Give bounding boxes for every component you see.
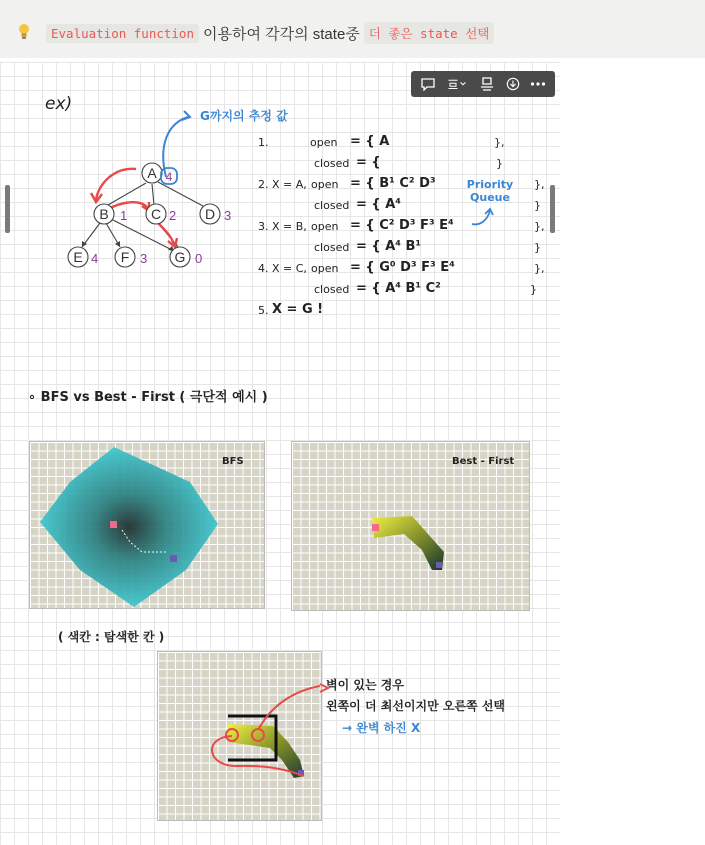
download-icon bbox=[505, 77, 521, 91]
trace-content: = { A⁴ B¹ C² bbox=[356, 281, 441, 296]
align-icon bbox=[447, 77, 459, 91]
graph-node-e bbox=[68, 247, 98, 267]
bfs-explored-region bbox=[30, 442, 266, 610]
callout-text: 이용하여 각각의 state중 bbox=[203, 25, 360, 43]
best-first-panel bbox=[291, 441, 530, 611]
svg-text:G: G bbox=[174, 249, 186, 265]
code-better-state: 더 좋은 state 선택 bbox=[364, 22, 495, 44]
trace-label: closed bbox=[314, 241, 350, 254]
graph-node-d bbox=[200, 204, 231, 224]
trace-content: = { C² D³ F³ E⁴ bbox=[350, 218, 454, 233]
trace-close: }, bbox=[534, 178, 545, 191]
svg-text:4: 4 bbox=[91, 251, 99, 266]
trace-num: 5. bbox=[258, 304, 269, 317]
graph-node-b bbox=[94, 204, 127, 224]
trace-close: }, bbox=[494, 136, 505, 149]
comment-button[interactable] bbox=[417, 75, 439, 93]
graph-node-g bbox=[170, 247, 202, 267]
svg-text:3: 3 bbox=[140, 251, 148, 266]
wall-panel bbox=[157, 651, 322, 821]
lightbulb-icon bbox=[17, 22, 31, 40]
trace-label: open bbox=[311, 178, 339, 191]
trace-close: } bbox=[530, 283, 537, 296]
trace-close: } bbox=[534, 199, 541, 212]
trace-content: = { A⁴ B¹ bbox=[356, 239, 422, 254]
annotation-estimate: G까지의 추정 값 bbox=[200, 109, 288, 123]
priority-queue-label: Priority Queue bbox=[466, 178, 514, 204]
svg-text:F: F bbox=[120, 249, 130, 265]
svg-text:4: 4 bbox=[165, 170, 173, 184]
trace-content: X = G ! bbox=[272, 302, 324, 317]
trace-label: open bbox=[310, 136, 338, 149]
trace-close: }, bbox=[534, 262, 545, 275]
trace-content: = { A⁴ bbox=[356, 197, 401, 212]
image-toolbar bbox=[411, 71, 555, 97]
trace-label: closed bbox=[314, 199, 350, 212]
svg-text:E: E bbox=[73, 249, 83, 265]
trace-label: open bbox=[311, 220, 339, 233]
comment-icon bbox=[420, 77, 436, 91]
graph-node-f bbox=[115, 247, 147, 267]
priority-arrow bbox=[470, 206, 494, 228]
svg-text:A: A bbox=[147, 165, 157, 181]
ex-label: ex) bbox=[45, 94, 73, 114]
callout-block bbox=[0, 0, 705, 58]
trace-label: closed bbox=[314, 157, 350, 170]
trace-label: closed bbox=[314, 283, 350, 296]
svg-text:C: C bbox=[150, 206, 162, 222]
trace-num: 3. X = B, bbox=[258, 220, 307, 233]
trace-num: 4. X = C, bbox=[258, 262, 307, 275]
bfs-panel bbox=[29, 441, 265, 609]
trace-num: 2. X = A, bbox=[258, 178, 307, 191]
trace-content: = { B¹ C² D³ bbox=[350, 176, 436, 191]
best-first-path bbox=[292, 442, 531, 612]
download-button[interactable] bbox=[502, 75, 524, 93]
trace-content: = { G⁰ D³ F³ E⁴ bbox=[350, 260, 455, 275]
svg-text:D: D bbox=[204, 206, 216, 222]
trace-label: open bbox=[311, 262, 339, 275]
wall-note-2: 왼쪽이 더 최선이지만 오른쪽 선택 bbox=[326, 699, 506, 713]
resize-handle-left[interactable] bbox=[5, 185, 10, 233]
comparison-heading: ∘ BFS vs Best - First ( 극단적 예시 ) bbox=[28, 390, 268, 405]
align-button[interactable] bbox=[442, 75, 472, 93]
chevron-down-icon bbox=[459, 77, 467, 91]
resize-handle-right[interactable] bbox=[550, 185, 555, 233]
best-first-label: Best - First bbox=[452, 456, 515, 467]
layout-button[interactable] bbox=[476, 75, 498, 93]
code-evaluation-function: Evaluation function bbox=[46, 24, 199, 43]
svg-text:B: B bbox=[99, 206, 109, 222]
wall-note-1: 벽이 있는 경우 bbox=[326, 678, 404, 692]
svg-text:0: 0 bbox=[195, 251, 203, 266]
layout-icon bbox=[479, 77, 495, 91]
graph-node-c bbox=[146, 204, 176, 224]
graph-node-a bbox=[142, 163, 177, 184]
more-icon bbox=[530, 77, 546, 91]
trace-num: 1. bbox=[258, 136, 269, 149]
wall-path bbox=[158, 652, 323, 822]
graph-diagram bbox=[58, 105, 248, 280]
svg-text:2: 2 bbox=[169, 208, 177, 223]
trace-close: } bbox=[496, 157, 503, 170]
bfs-label: BFS bbox=[222, 456, 244, 467]
trace-close: }, bbox=[534, 220, 545, 233]
trace-content: = { A bbox=[350, 134, 390, 149]
svg-text:3: 3 bbox=[224, 208, 232, 223]
svg-text:1: 1 bbox=[120, 208, 128, 223]
wall-note-3: → 완벽 하진 X bbox=[342, 721, 421, 735]
more-button[interactable] bbox=[527, 75, 549, 93]
trace-content: = { bbox=[356, 155, 381, 170]
legend-explored: ( 색칸 : 탐색한 칸 ) bbox=[58, 630, 165, 644]
trace-close: } bbox=[534, 241, 541, 254]
